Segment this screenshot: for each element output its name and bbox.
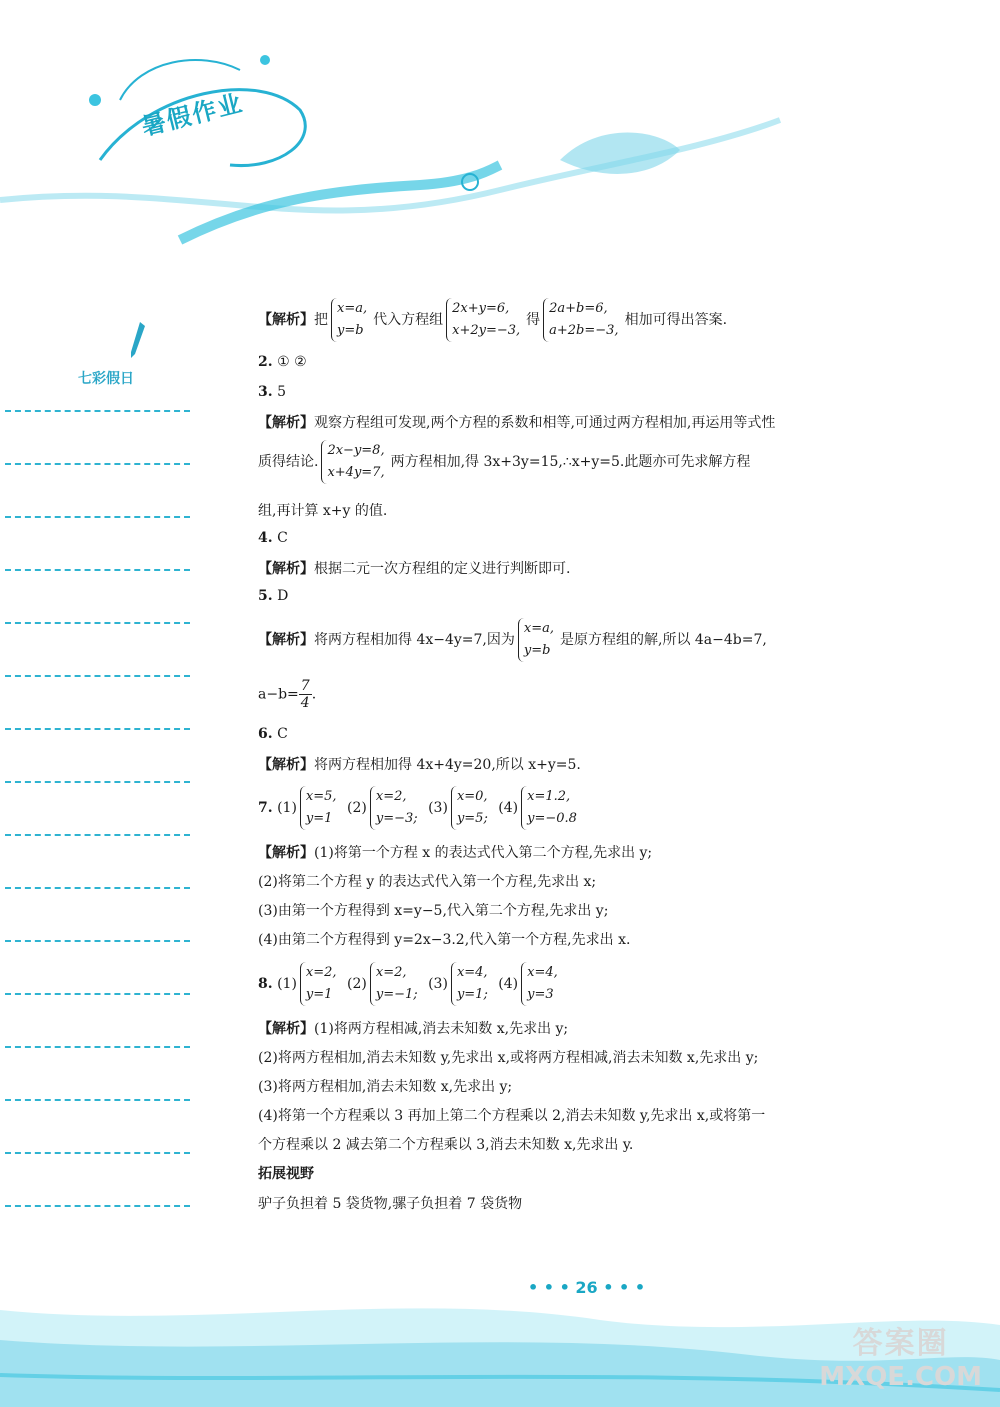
note-line bbox=[5, 516, 190, 518]
note-line bbox=[5, 1046, 190, 1048]
note-line bbox=[5, 887, 190, 889]
note-line bbox=[5, 1205, 190, 1207]
answer-5: 5. D bbox=[258, 588, 289, 604]
analysis-7-line2: (2)将第二个方程 y 的表达式代入第一个方程,先求出 x; bbox=[258, 874, 597, 890]
analysis-5-line2: a−b= $\frac{7}{4}$ . bbox=[258, 678, 317, 711]
note-line bbox=[5, 622, 190, 624]
analysis-8-line5: 个方程乘以 2 减去第二个方程乘以 3,消去未知数 x,先求出 y. bbox=[258, 1137, 634, 1153]
answer-2: 2. ① ② bbox=[258, 354, 307, 370]
analysis-7-line4: (4)由第二个方程得到 y=2x−3.2,代入第一个方程,先求出 x. bbox=[258, 932, 631, 948]
pen-icon bbox=[128, 320, 148, 360]
analysis-5-line1: 【解析】将两方程相加得 4x−4y=7,因为 x=a, y=b 是原方程组的解,所以 4a−4b=7, bbox=[258, 618, 767, 662]
analysis-8-line4: (4)将第一个方程乘以 3 再加上第二个方程乘以 2,消去未知数 y,先求出 x,或将第一 bbox=[258, 1108, 766, 1124]
analysis-8-line3: (3)将两方程相加,消去未知数 x,先求出 y; bbox=[258, 1079, 513, 1095]
analysis-3-line3: 组,再计算 x+y 的值. bbox=[258, 503, 388, 519]
analysis-4: 【解析】根据二元一次方程组的定义进行判断即可. bbox=[258, 561, 571, 577]
analysis-7-line1: 【解析】(1)将第一个方程 x 的表达式代入第二个方程,先求出 y; bbox=[258, 845, 653, 861]
answer-8: 8. (1) x=2, y=1 (2) x=2, y=−1; (3) x=4, y=1; (4) x=4, y=3 bbox=[258, 962, 564, 1006]
equation-system: x=2, y=1 bbox=[300, 962, 340, 1006]
analysis-7-line3: (3)由第一个方程得到 x=y−5,代入第二个方程,先求出 y; bbox=[258, 903, 609, 919]
note-line bbox=[5, 410, 190, 412]
note-line bbox=[5, 728, 190, 730]
analysis-3-line1: 【解析】观察方程组可发现,两个方程的系数和相等,可通过两方程相加,再运用等式性 bbox=[258, 415, 776, 431]
note-line bbox=[5, 675, 190, 677]
banner-title: 暑假作业 bbox=[138, 88, 247, 142]
analysis-8-line2: (2)将两方程相加,消去未知数 y,先求出 x,或将两方程相减,消去未知数 x,先求出 y; bbox=[258, 1050, 759, 1066]
watermark: 答案圈 MXQE.COM bbox=[819, 1326, 982, 1392]
note-line bbox=[5, 569, 190, 571]
note-line bbox=[5, 834, 190, 836]
answer-3: 3. 5 bbox=[258, 384, 286, 400]
equation-system: x=0, y=5; bbox=[451, 786, 491, 830]
sidebar-label: 七彩假日 bbox=[78, 371, 134, 387]
note-line bbox=[5, 781, 190, 783]
equation-system: 2x+y=6, x+2y=−3, bbox=[446, 298, 523, 342]
equation-system: x=2, y=−1; bbox=[370, 962, 421, 1006]
equation-system: x=4, y=3 bbox=[521, 962, 561, 1006]
page-number: • • • 26 • • • bbox=[528, 1278, 646, 1297]
equation-system: 2a+b=6, a+2b=−3, bbox=[543, 298, 621, 342]
fraction: $\frac{7}{4}$ bbox=[300, 678, 310, 711]
answer-4: 4. C bbox=[258, 530, 288, 546]
note-line bbox=[5, 940, 190, 942]
equation-system: x=5, y=1 bbox=[300, 786, 340, 830]
equation-system: x=a, y=b bbox=[331, 298, 370, 342]
equation-system: x=1.2, y=−0.8 bbox=[521, 786, 580, 830]
answer-7: 7. (1) x=5, y=1 (2) x=2, y=−3; (3) x=0, y=5; (4) x=1.2, y=−0.8 bbox=[258, 786, 583, 830]
analysis-8-line1: 【解析】(1)将两方程相减,消去未知数 x,先求出 y; bbox=[258, 1021, 569, 1037]
analysis-3-line2: 质得结论. 2x−y=8, x+4y=7, 两方程相加,得 3x+3y=15,∴x+y=5.此题亦可先求解方程 bbox=[258, 440, 750, 484]
expand-text: 驴子负担着 5 袋货物,骡子负担着 7 袋货物 bbox=[258, 1196, 523, 1212]
expand-title: 拓展视野 bbox=[258, 1166, 314, 1182]
analysis-6: 【解析】将两方程相加得 4x+4y=20,所以 x+y=5. bbox=[258, 757, 581, 773]
note-line bbox=[5, 1099, 190, 1101]
note-line bbox=[5, 993, 190, 995]
note-line bbox=[5, 1152, 190, 1154]
equation-system: x=2, y=−3; bbox=[370, 786, 421, 830]
analysis-1: 【解析】把 x=a, y=b 代入方程组 2x+y=6, x+2y=−3, 得 2a+b=6, a+2b=−3, 相加可得出答案. bbox=[258, 298, 727, 342]
equation-system: 2x−y=8, x+4y=7, bbox=[321, 440, 387, 484]
equation-system: x=a, y=b bbox=[518, 618, 557, 662]
equation-system: x=4, y=1; bbox=[451, 962, 491, 1006]
answer-6: 6. C bbox=[258, 726, 288, 742]
note-line bbox=[5, 463, 190, 465]
